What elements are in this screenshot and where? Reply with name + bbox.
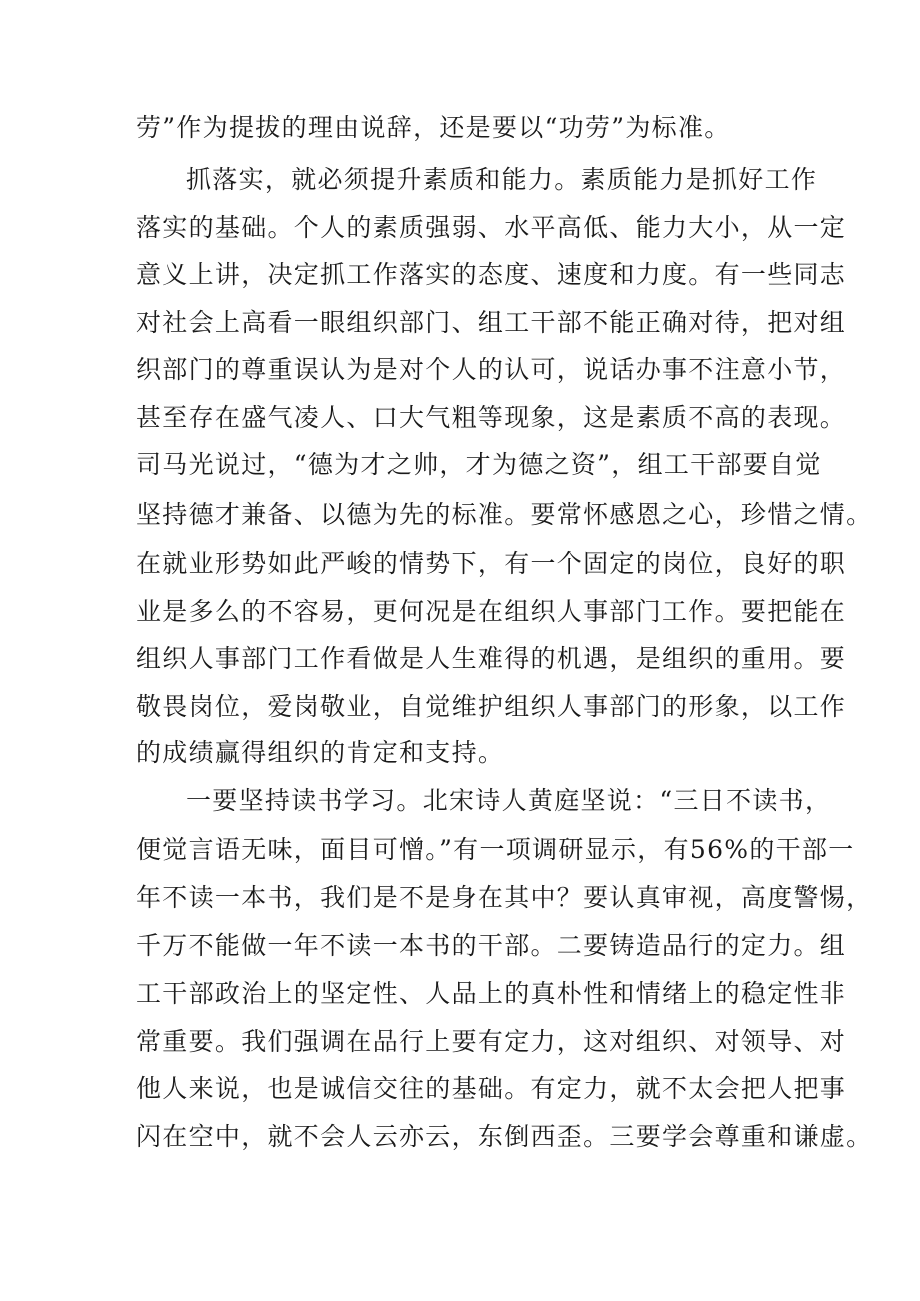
paragraph-first-line: 一要坚持读书学习。北宋诗人黄庭坚说：“三日不读书， [186, 786, 832, 815]
text-line: 司马光说过，“德为才之帅，才为德之资”，组工干部要自觉 [136, 450, 822, 479]
text-line: 敬畏岗位，爱岗敬业，自觉维护组织人事部门的形象，以工作 [136, 692, 847, 721]
text-line: 年不读一本书，我们是不是身在其中？要认真审视，高度警惕， [136, 883, 873, 912]
text-line: 对社会上高看一眼组织部门、组工干部不能正确对待，把对组 [136, 308, 847, 337]
text-line: 的成绩赢得组织的肯定和支持。 [136, 738, 505, 767]
text-line: 在就业形势如此严峻的情势下，有一个固定的岗位，良好的职 [136, 549, 847, 578]
text-line: 落实的基础。个人的素质强弱、水平高低、能力大小，从一定 [136, 213, 847, 242]
text-line: 意义上讲，决定抓工作落实的态度、速度和力度。有一些同志 [136, 260, 847, 289]
text-line: 闪在空中，就不会人云亦云，东倒西歪。三要学会尊重和谦虚。 [136, 1122, 873, 1151]
text-line: 千万不能做一年不读一本书的干部。二要铸造品行的定力。组 [136, 931, 847, 960]
text-line: 他人来说，也是诚信交往的基础。有定力，就不太会把人把事 [136, 1074, 847, 1103]
text-line: 业是多么的不容易，更何况是在组织人事部门工作。要把能在 [136, 597, 847, 626]
text-line: 甚至存在盛气凌人、口大气粗等现象，这是素质不高的表现。 [136, 403, 847, 432]
text-line: 组织人事部门工作看做是人生难得的机遇，是组织的重用。要 [136, 644, 847, 673]
text-line: 坚持德才兼备、以德为先的标准。要常怀感恩之心，珍惜之情。 [136, 500, 873, 529]
text-line: 常重要。我们强调在品行上要有定力，这对组织、对领导、对 [136, 1027, 847, 1056]
text-line: 工干部政治上的坚定性、人品上的真朴性和情绪上的稳定性非 [136, 979, 847, 1008]
text-line: 便觉言语无味，面目可憎。”有一项调研显示，有56%的干部一 [136, 835, 855, 864]
text-line: 织部门的尊重误认为是对个人的认可，说话办事不注意小节， [136, 355, 847, 384]
text-line: 劳”作为提拔的理由说辞，还是要以“功劳”为标准。 [136, 113, 731, 142]
paragraph-first-line: 抓落实，就必须提升素质和能力。素质能力是抓好工作 [186, 165, 818, 194]
